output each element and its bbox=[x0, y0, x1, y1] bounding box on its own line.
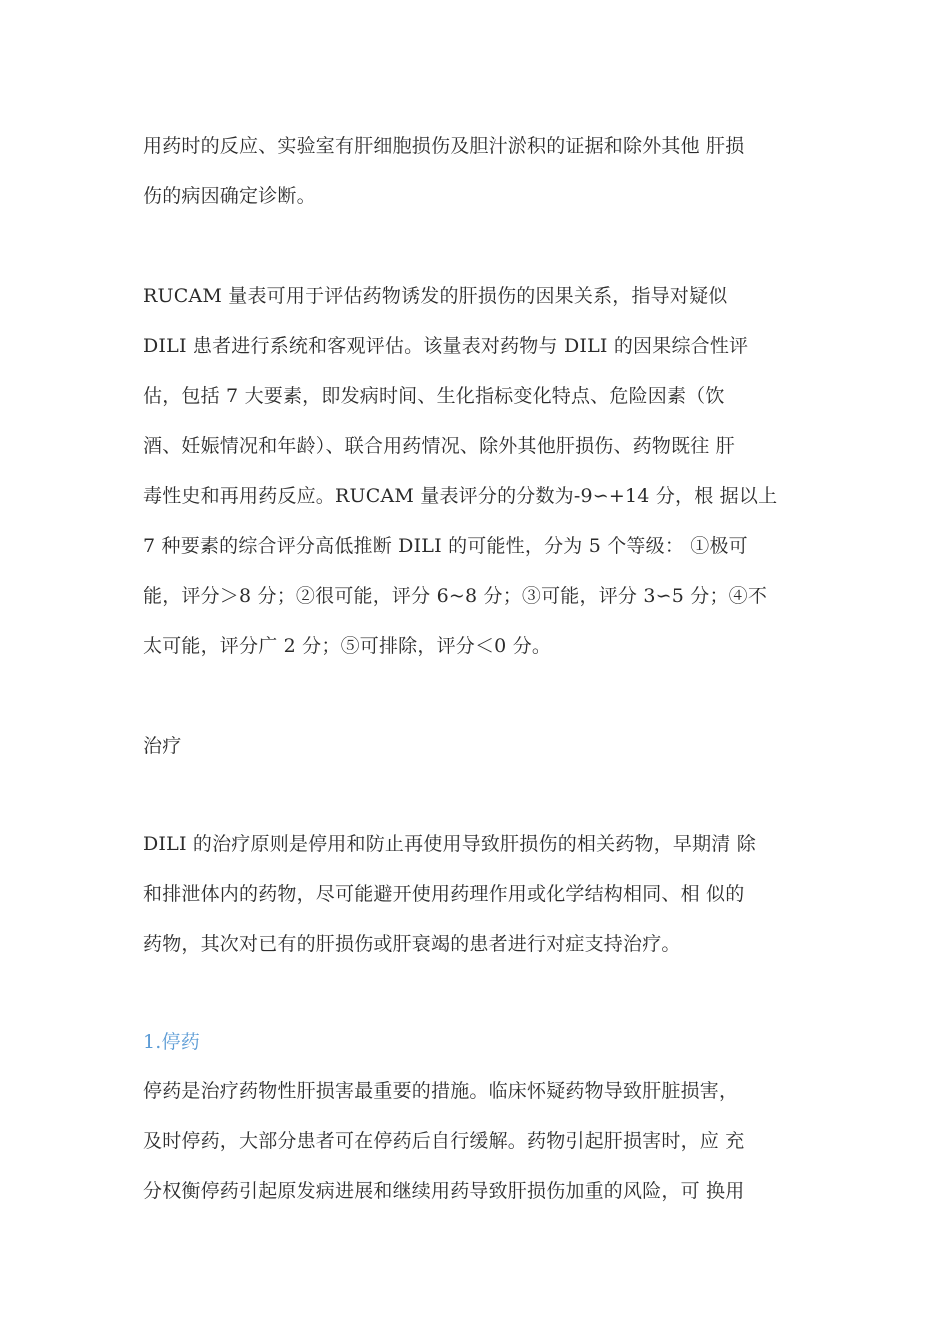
p3-line-1: DILI 的治疗原则是停用和防止再使用导致肝损伤的相关药物，早期清 除 bbox=[143, 833, 756, 855]
p2-line-2: DILI 患者进行系统和客观评估。该量表对药物与 DILI 的因果综合性评 bbox=[143, 335, 749, 357]
p2-line-5: 毒性史和再用药反应。RUCAM 量表评分的分数为-9∽+14 分，根 据以上 bbox=[143, 485, 778, 507]
p2-line-1: RUCAM 量表可用于评估药物诱发的肝损伤的因果关系，指导对疑似 bbox=[143, 285, 728, 307]
p4-line-1: 停药是治疗药物性肝损害最重要的措施。临床怀疑药物导致肝脏损害， bbox=[143, 1080, 739, 1102]
p2-line-8: 太可能，评分广 2 分；⑤可排除，评分＜0 分。 bbox=[143, 635, 552, 657]
p3-line-3: 药物，其次对已有的肝损伤或肝衰竭的患者进行对症支持治疗。 bbox=[143, 933, 681, 955]
p1-line-2: 伤的病因确定诊断。 bbox=[143, 185, 316, 207]
p2-line-6: 7 种要素的综合评分高低推断 DILI 的可能性，分为 5 个等级： ①极可 bbox=[143, 535, 748, 557]
subheading-stop-drug: 1.停药 bbox=[143, 1031, 200, 1053]
section-heading-treatment: 治疗 bbox=[143, 735, 182, 757]
p3-line-2: 和排泄体内的药物，尽可能避开使用药理作用或化学结构相同、相 似的 bbox=[143, 883, 745, 905]
p2-line-7: 能，评分＞8 分；②很可能，评分 6~8 分；③可能，评分 3∽5 分；④不 bbox=[143, 585, 768, 607]
p4-line-3: 分权衡停药引起原发病进展和继续用药导致肝损伤加重的风险，可 换用 bbox=[143, 1180, 745, 1202]
p1-line-1: 用药时的反应、实验室有肝细胞损伤及胆汁淤积的证据和除外其他 肝损 bbox=[143, 135, 745, 157]
p2-line-4: 酒、妊娠情况和年龄）、联合用药情况、除外其他肝损伤、药物既往 肝 bbox=[143, 435, 735, 457]
p2-line-3: 估，包括 7 大要素，即发病时间、生化指标变化特点、危险因素（饮 bbox=[143, 385, 725, 407]
p4-line-2: 及时停药，大部分患者可在停药后自行缓解。药物引起肝损害时，应 充 bbox=[143, 1130, 745, 1152]
